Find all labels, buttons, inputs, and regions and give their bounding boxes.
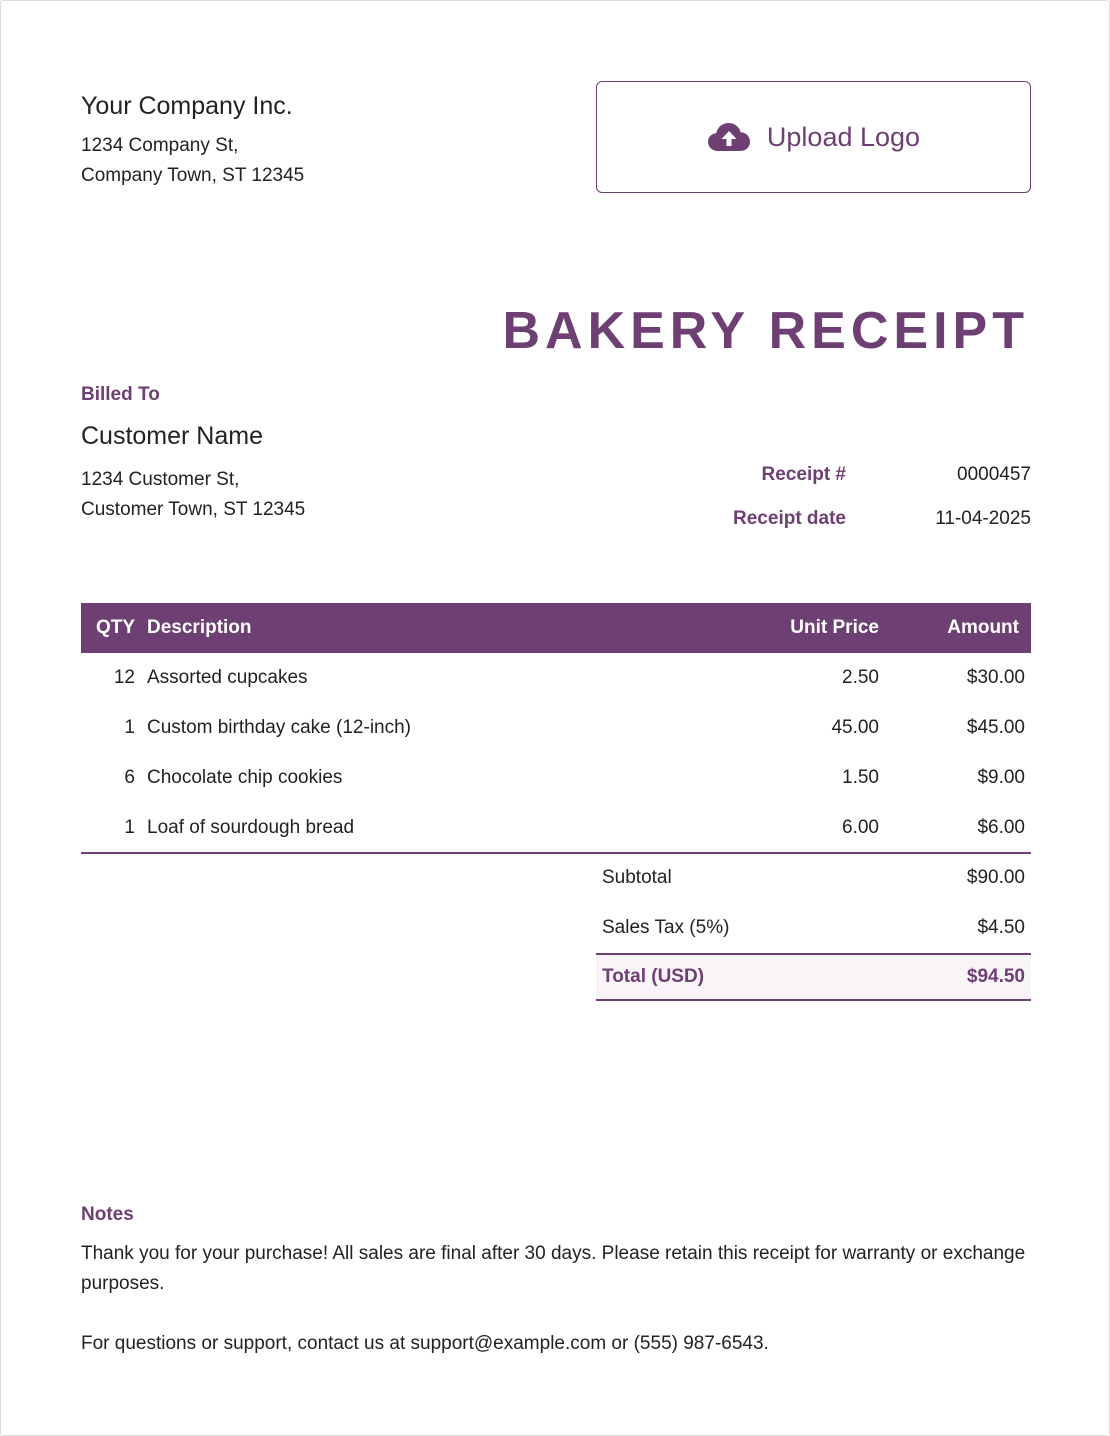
customer-address — [81, 465, 305, 525]
table-row — [81, 653, 1031, 703]
receipt-date-label: Receipt date — [733, 508, 846, 529]
subtotal-label: Subtotal — [602, 867, 672, 888]
row-qty: 1 — [124, 717, 135, 738]
document-title: BAKERY RECEIPT — [502, 302, 1029, 360]
tax-label: Sales Tax (5%) — [602, 917, 730, 938]
header-qty: QTY — [95, 617, 135, 638]
billed-to-section — [81, 383, 305, 525]
row-description: Custom birthday cake (12-inch) — [147, 717, 411, 738]
tax-value: $4.50 — [977, 917, 1025, 938]
total-row — [596, 953, 1031, 1001]
row-unit-price: 2.50 — [842, 667, 879, 688]
company-address — [81, 131, 304, 191]
company-address-line2: Company Town, ST 12345 — [81, 165, 305, 186]
row-description: Loaf of sourdough bread — [147, 803, 691, 853]
receipt-meta — [596, 453, 1031, 541]
total-label: Total (USD) — [602, 966, 705, 987]
company-address-line1: 1234 Company St, — [81, 135, 239, 156]
notes-section — [81, 1203, 1031, 1359]
notes-contact: For questions or support, contact us at support@example.com or (555) 987-6543. — [81, 1333, 769, 1354]
notes-label: Notes — [81, 1204, 134, 1225]
row-description: Chocolate chip cookies — [147, 767, 343, 788]
row-description: Assorted cupcakes — [147, 667, 308, 688]
upload-logo-button[interactable] — [596, 81, 1031, 193]
row-unit-price: 45.00 — [831, 717, 879, 738]
header-unit-price: Unit Price — [790, 617, 879, 638]
receipt-number-row — [596, 453, 1031, 497]
row-unit-price: 6.00 — [691, 803, 891, 853]
row-amount: $30.00 — [966, 667, 1025, 688]
cloud-upload-icon — [707, 122, 751, 152]
receipt-number-label: Receipt # — [761, 464, 846, 485]
table-header-row — [81, 603, 1031, 653]
subtotal-row — [596, 853, 1031, 903]
subtotal-value: $90.00 — [966, 867, 1025, 888]
receipt-date-row — [596, 497, 1031, 541]
row-amount: $6.00 — [891, 803, 1031, 853]
table-row — [81, 703, 1031, 753]
customer-name: Customer Name — [81, 422, 263, 450]
customer-address-line2: Customer Town, ST 12345 — [81, 499, 306, 520]
company-info — [81, 89, 304, 191]
billed-to-label: Billed To — [81, 384, 160, 405]
table-row — [81, 803, 1031, 853]
tax-row — [596, 903, 1031, 953]
receipt-number-value: 0000457 — [957, 464, 1031, 485]
header-description: Description — [147, 617, 252, 638]
line-items-table — [81, 603, 1031, 854]
table-row — [81, 753, 1031, 803]
header-amount: Amount — [947, 617, 1019, 638]
row-unit-price: 1.50 — [842, 767, 879, 788]
total-value: $94.50 — [966, 966, 1025, 987]
row-qty: 12 — [113, 667, 135, 688]
row-amount: $45.00 — [966, 717, 1025, 738]
customer-address-line1: 1234 Customer St, — [81, 469, 240, 490]
notes-text: Thank you for your purchase! All sales are final after 30 days. Please retain this receipt for warranty or exchange purposes. — [81, 1243, 1026, 1294]
row-amount: $9.00 — [977, 767, 1025, 788]
receipt-date-value: 11-04-2025 — [935, 508, 1031, 529]
row-qty: 1 — [81, 803, 147, 853]
totals-section — [596, 853, 1031, 1001]
row-qty: 6 — [124, 767, 135, 788]
upload-logo-label: Upload Logo — [766, 121, 921, 152]
company-name: Your Company Inc. — [81, 92, 293, 120]
